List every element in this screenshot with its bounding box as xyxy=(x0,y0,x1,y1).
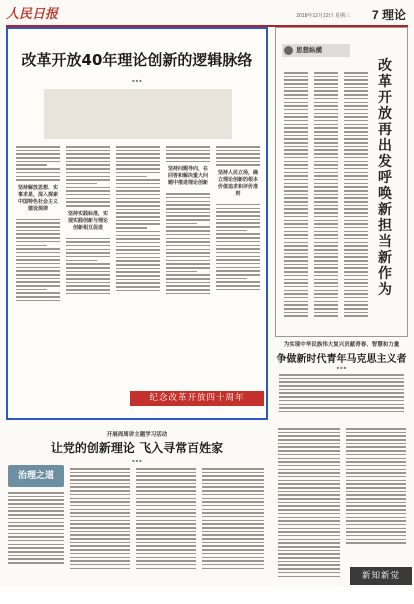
main-article-subhead-4: 坚持人民立场，确立理论创新的根本价值追求和评价准则 xyxy=(217,169,258,197)
opinion-headline: 改革开放再出发呼唤新担当新作为 xyxy=(378,58,392,298)
lower-body-col-3 xyxy=(136,468,196,580)
main-article-body xyxy=(16,146,260,374)
newspaper-logo: 人民日报 xyxy=(6,7,59,22)
main-article-subhead-3: 坚持实践标准，实现实践创新与理论创新相互促进 xyxy=(67,210,108,231)
masthead xyxy=(6,3,408,27)
lower-right-body-col-2 xyxy=(346,428,406,556)
main-article-headline: 改革开放40年理论创新的逻辑脉络 xyxy=(21,51,253,69)
lower-body-col-2 xyxy=(70,468,130,580)
main-article-subhead-2: 坚持问题导向，在回答和解决重大问题中推进理论创新 xyxy=(167,166,208,187)
lightbulb-icon xyxy=(284,46,293,55)
youth-article-byline: ■ ■ ■ xyxy=(336,365,347,370)
body-column-5 xyxy=(216,146,260,374)
lower-article xyxy=(6,424,408,584)
youth-article-body xyxy=(279,374,404,415)
column-tag-governance: 治理之道 xyxy=(8,465,64,487)
body-column-1 xyxy=(16,146,60,374)
body-column-4 xyxy=(166,146,210,374)
lower-article-headline: 让党的创新理论 飞入寻常百姓家 xyxy=(50,441,224,455)
lower-article-byline: ■ ■ ■ xyxy=(132,458,142,463)
column-tag-label: 思想纵横 xyxy=(296,46,322,54)
page-number xyxy=(372,6,406,23)
lower-right-body-col-1 xyxy=(278,428,340,540)
lower-body-col-1 xyxy=(8,492,64,604)
lower-article-kicker: 开展周周讲主题学习活动 xyxy=(106,432,168,438)
footer-brand: 新知新觉 xyxy=(350,567,412,585)
opinion-column xyxy=(275,27,408,337)
page-number-digit: 7 xyxy=(371,8,379,22)
main-article xyxy=(6,27,268,420)
body-column-2 xyxy=(66,146,110,374)
section-name: 理论 xyxy=(381,8,406,22)
youth-article xyxy=(275,340,408,420)
body-column-3 xyxy=(116,146,160,374)
main-article-abstract xyxy=(44,89,232,139)
issue-date: 2018年12月12日 星期三 xyxy=(296,13,350,19)
youth-article-kicker: 为实现中华民族伟大复兴贡献青春、智慧和力量 xyxy=(283,342,400,348)
main-article-subhead-1: 坚持解放思想、实事求是，深入探索中国特色社会主义建设规律 xyxy=(17,184,58,212)
youth-article-headline: 争做新时代青年马克思主义者 xyxy=(276,354,407,365)
series-banner: 纪念改革开放四十周年 xyxy=(130,391,264,406)
main-article-byline: ■ ■ ■ xyxy=(132,78,142,83)
lower-body-col-4 xyxy=(202,468,264,580)
column-tag xyxy=(282,44,350,57)
